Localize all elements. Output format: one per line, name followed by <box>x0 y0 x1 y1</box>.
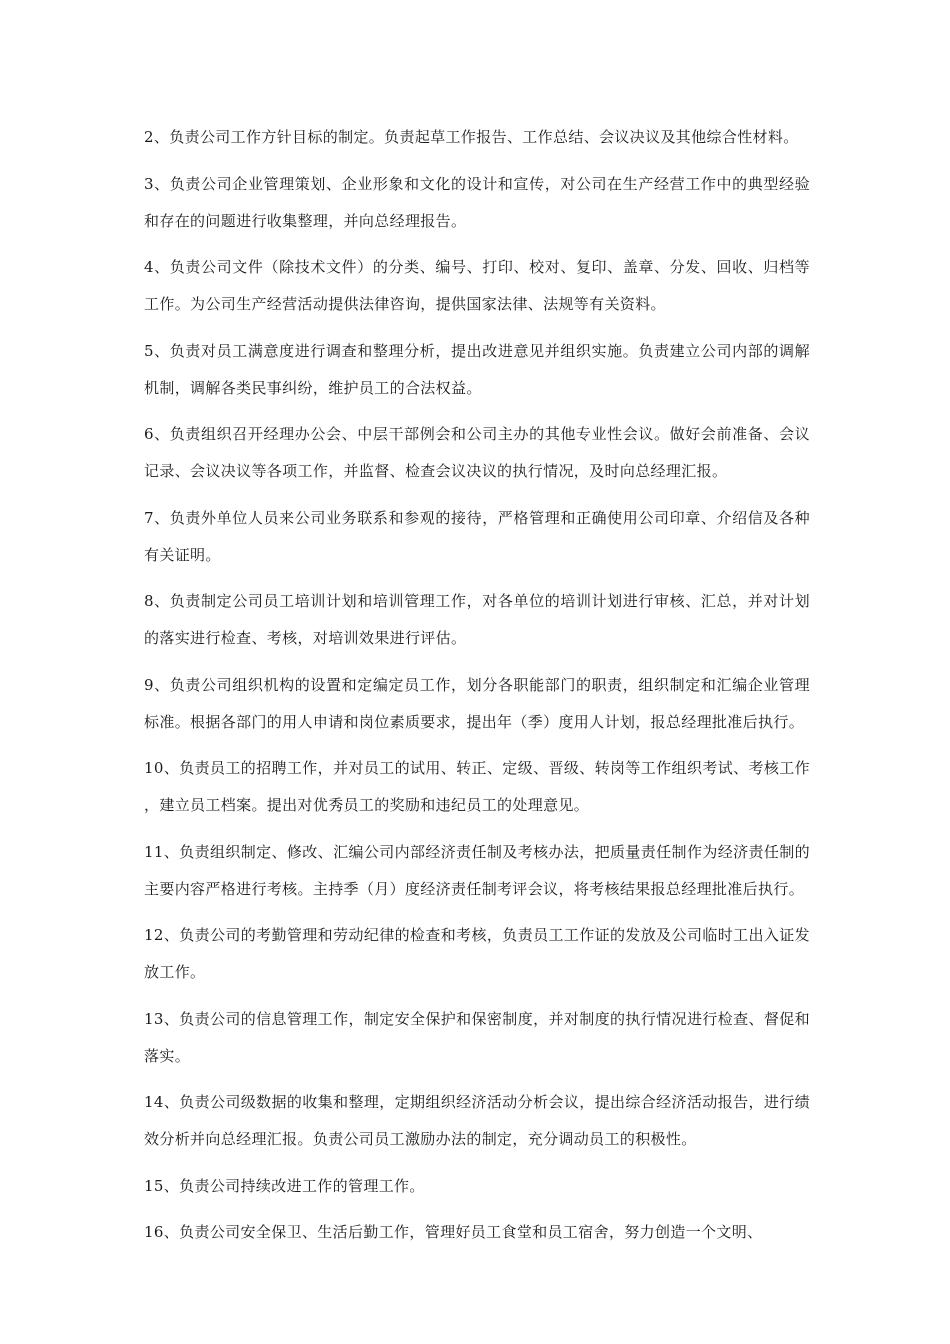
duty-item-11: 11、负责组织制定、修改、汇编公司内部经济责任制及考核办法，把质量责任制作为经济责任制的主要内容严格进行考核。主持季（月）度经济责任制考评会议，将考核结果报总经理批准后执行。 <box>144 842 810 898</box>
duty-item-16: 16、负责公司安全保卫、生活后勤工作，管理好员工食堂和员工宿舍，努力创造一个文明、 <box>144 1223 763 1241</box>
duty-item-5: 5、负责对员工满意度进行调查和整理分析，提出改进意见并组织实施。负责建立公司内部的调解机制，调解各类民事纠纷，维护员工的合法权益。 <box>144 341 810 397</box>
duty-item-6: 6、负责组织召开经理办公会、中层干部例会和公司主办的其他专业性会议。做好会前准备、会议记录、会议决议等各项工作，并监督、检查会议决议的执行情况，及时向总经理汇报。 <box>144 425 810 480</box>
duty-item-10: 10、负责员工的招聘工作，并对员工的试用、转正、定级、晋级、转岗等工作组织考试、考核工作，建立员工档案。提出对优秀员工的奖励和违纪员工的处理意见。 <box>144 759 810 814</box>
duty-item-14: 14、负责公司级数据的收集和整理，定期组织经济活动分析会议，提出综合经济活动报告，进行绩效分析并向总经理汇报。负责公司员工激励办法的制定，充分调动员工的积极性。 <box>144 1093 810 1148</box>
duty-item-12: 12、负责公司的考勤管理和劳动纪律的检查和考核，负责员工工作证的发放及公司临时工出入证发放工作。 <box>144 926 810 981</box>
duty-item-3: 3、负责公司企业管理策划、企业形象和文化的设计和宣传，对公司在生产经营工作中的典型经验和存在的问题进行收集整理，并向总经理报告。 <box>144 174 810 230</box>
duty-list <box>144 119 810 1261</box>
duty-item-4: 4、负责公司文件（除技术文件）的分类、编号、打印、校对、复印、盖章、分发、回收、归档等工作。为公司生产经营活动提供法律咨询，提供国家法律、法规等有关资料。 <box>144 258 810 313</box>
duty-item-7: 7、负责外单位人员来公司业务联系和参观的接待，严格管理和正确使用公司印章、介绍信及各种有关证明。 <box>144 508 810 564</box>
duty-item-9: 9、负责公司组织机构的设置和定编定员工作，划分各职能部门的职责，组织制定和汇编企业管理标准。根据各部门的用人申请和岗位素质要求，提出年（季）度用人计划，报总经理批准后执行。 <box>144 675 810 731</box>
duty-item-13: 13、负责公司的信息管理工作，制定安全保护和保密制度，并对制度的执行情况进行检查、督促和落实。 <box>144 1009 810 1065</box>
duty-item-8: 8、负责制定公司员工培训计划和培训管理工作，对各单位的培训计划进行审核、汇总，并对计划的落实进行检查、考核，对培训效果进行评估。 <box>144 592 810 647</box>
duty-item-15: 15、负责公司持续改进工作的管理工作。 <box>144 1176 425 1195</box>
duty-item-2: 2、负责公司工作方针目标的制定。负责起草工作报告、工作总结、会议决议及其他综合性材料。 <box>144 128 799 146</box>
